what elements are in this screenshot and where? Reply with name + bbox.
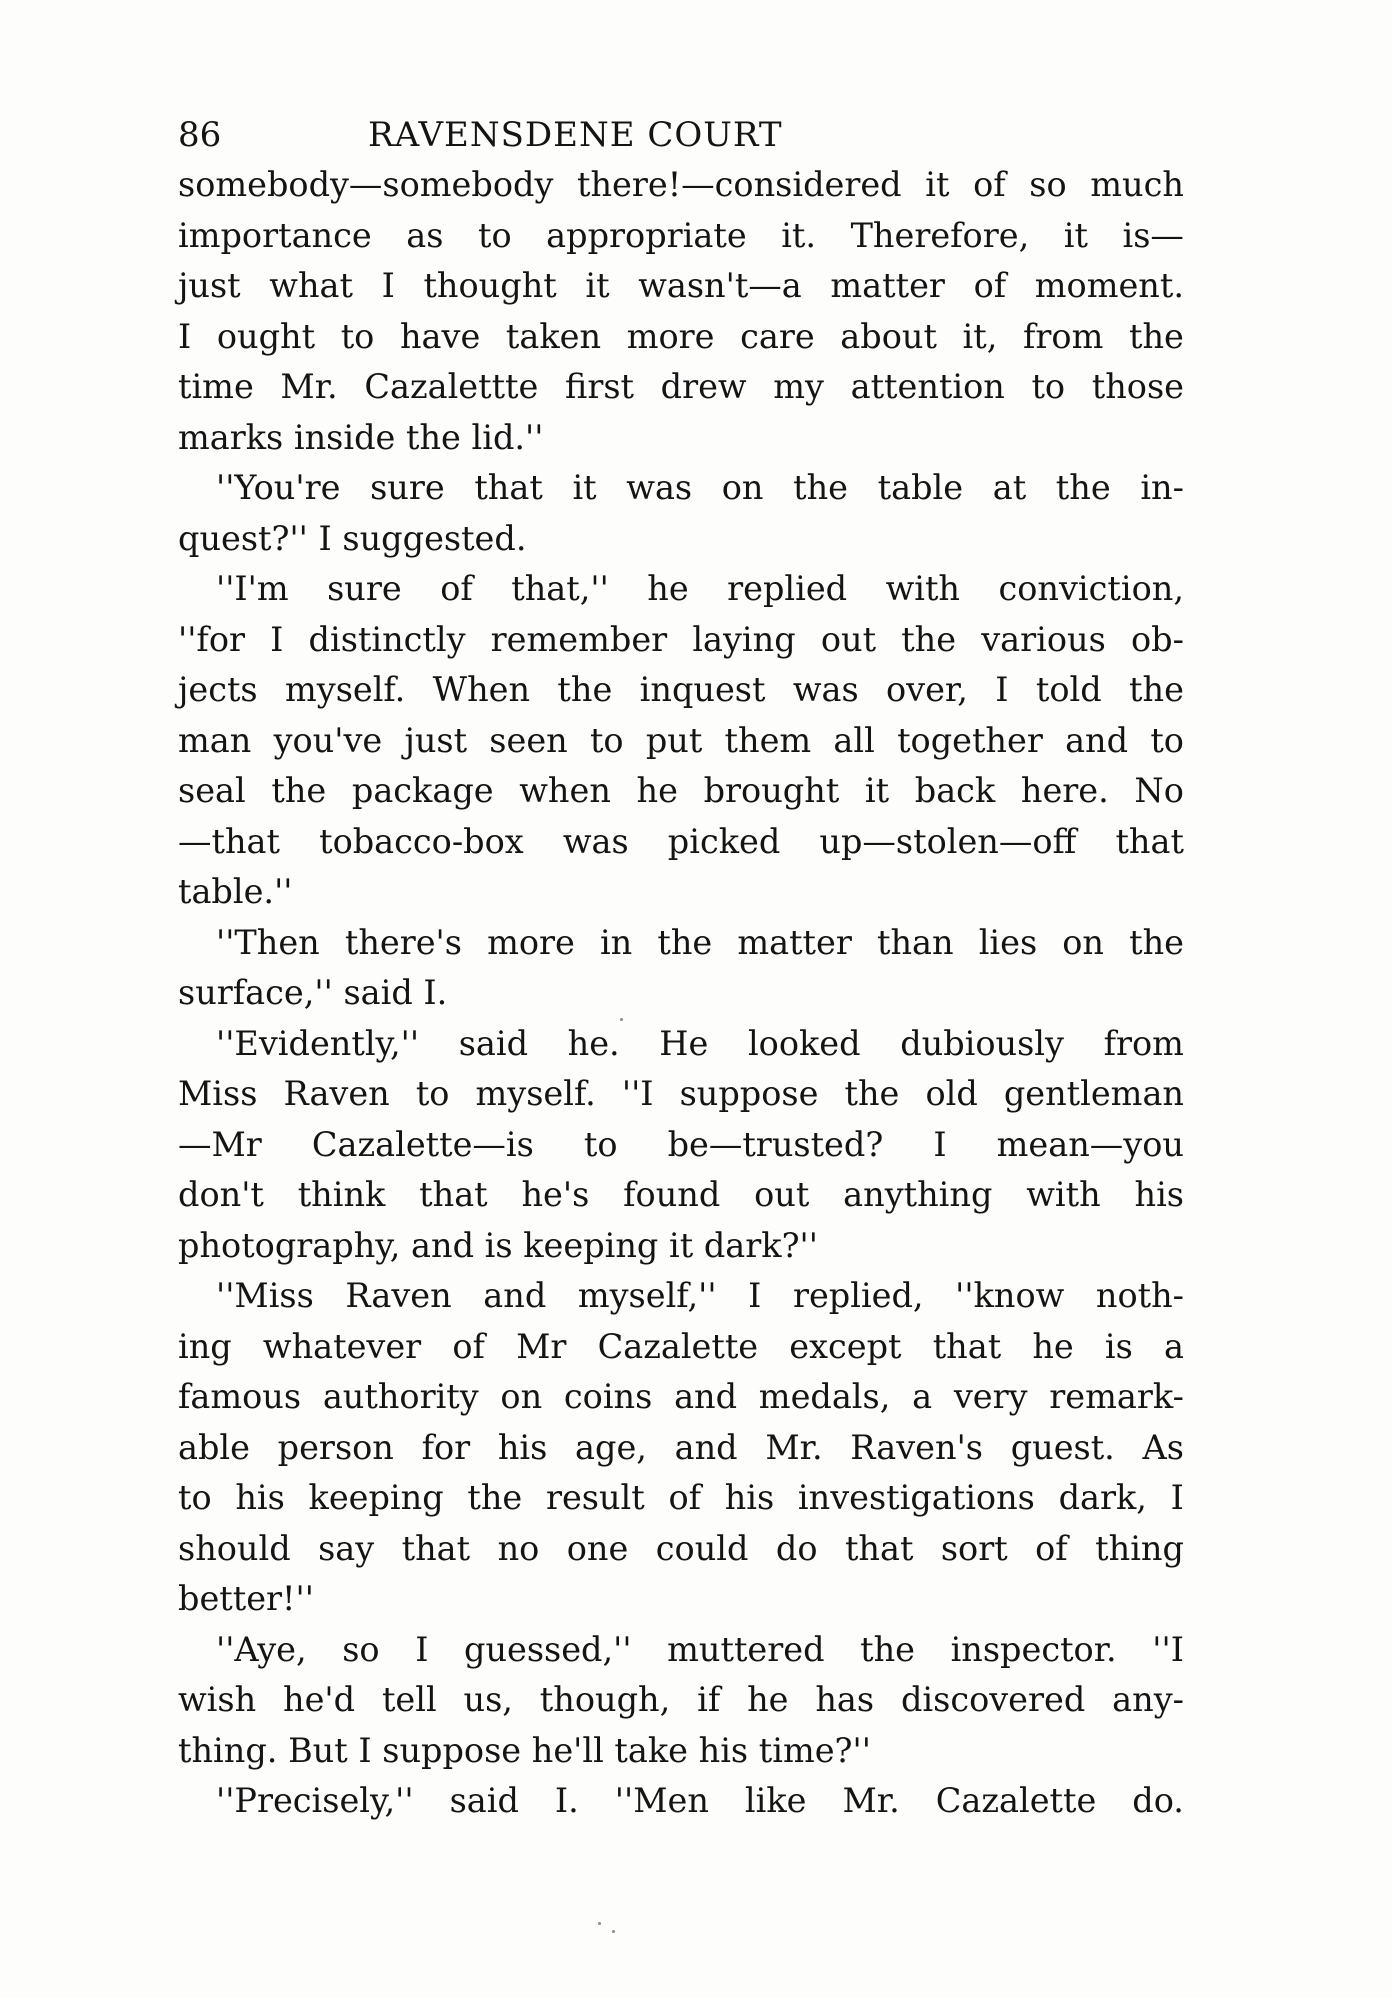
running-head: RAVENSDENE COURT [368, 115, 783, 155]
text-line: just what I thought it wasn't—a matter of moment. [178, 266, 1184, 305]
text-line: to his keeping the result of his investigations dark, I [178, 1478, 1184, 1517]
text-line: importance as to appropriate it. Therefore, it is— [178, 215, 1184, 255]
text-line: photography, and is keeping it dark?'' [178, 1225, 818, 1265]
text-line: ''Evidently,'' said he. He looked dubiously from [216, 1023, 1184, 1063]
text-line: should say that no one could do that sort of thing [178, 1528, 1184, 1568]
page-header [178, 110, 1184, 160]
text-line: don't think that he's found out anything with his [178, 1175, 1184, 1214]
text-line: —that tobacco-box was picked up—stolen—off that [178, 821, 1184, 861]
text-line: table.'' [178, 872, 293, 911]
text-line: —Mr Cazalette—is to be—trusted? I mean—you [178, 1124, 1184, 1164]
text-line: ''Aye, so I guessed,'' muttered the inspector. ''I [216, 1629, 1184, 1669]
text-line: I ought to have taken more care about it, from the [178, 316, 1184, 356]
text-line: ing whatever of Mr Cazalette except that he is a [178, 1326, 1184, 1366]
text-line: ''Then there's more in the matter than lies on the [216, 922, 1184, 962]
text-line: thing. But I suppose he'll take his time?'' [178, 1730, 871, 1770]
paper-speck [620, 1018, 623, 1021]
text-line: wish he'd tell us, though, if he has discovered any- [178, 1680, 1184, 1719]
text-line: able person for his age, and Mr. Raven's guest. As [178, 1427, 1184, 1467]
text-line: Miss Raven to myself. ''I suppose the old gentleman [178, 1074, 1184, 1113]
text-line: ''Precisely,'' said I. ''Men like Mr. Cazalette do. [216, 1781, 1184, 1820]
text-line: time Mr. Cazalettte first drew my attention to those [178, 367, 1184, 406]
text-line: ''I'm sure of that,'' he replied with conviction, [216, 569, 1184, 608]
text-line: famous authority on coins and medals, a very remark- [178, 1377, 1184, 1416]
text-line: somebody—somebody there!—considered it of so much [178, 165, 1184, 204]
body-text [178, 160, 1184, 1827]
text-line: ''for I distinctly remember laying out the various ob- [178, 619, 1184, 659]
text-line: ''You're sure that it was on the table at the in- [216, 468, 1184, 507]
text-block [178, 110, 1184, 1827]
paper-speck [598, 1922, 601, 1925]
page-number: 86 [178, 115, 222, 155]
text-line: seal the package when he brought it back here. No [178, 771, 1184, 810]
paper-speck [612, 1930, 615, 1933]
text-line: better!'' [178, 1579, 314, 1618]
text-line: surface,'' said I. [178, 973, 448, 1012]
text-line: jects myself. When the inquest was over, I told the [178, 670, 1184, 709]
text-line: marks inside the lid.'' [178, 417, 544, 457]
text-line: quest?'' I suggested. [178, 518, 527, 558]
text-line: ''Miss Raven and myself,'' I replied, ''know noth- [216, 1276, 1184, 1315]
text-line: man you've just seen to put them all together and to [178, 720, 1184, 760]
